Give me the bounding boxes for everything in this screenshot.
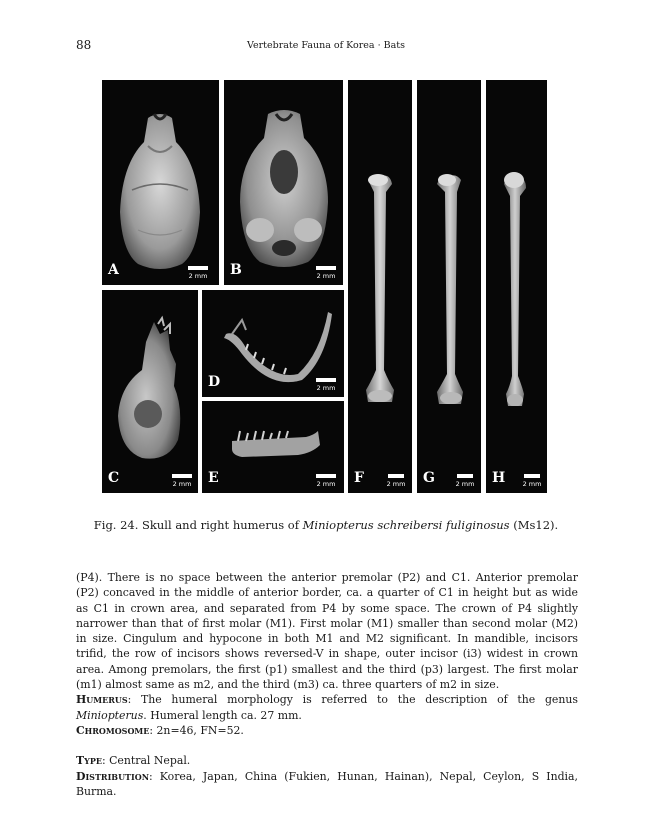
panel-f: F 2 mm	[348, 80, 412, 493]
panel-e: E 2 mm	[202, 401, 344, 493]
panel-h: H 2 mm	[486, 80, 547, 493]
distribution-paragraph: Distribution: Korea, Japan, China (Fukien, Hunan, Hainan), Nepal, Ceylon, S India, Burma.	[76, 769, 578, 798]
panel-a: A 2 mm	[102, 80, 219, 285]
running-title: Vertebrate Fauna of Korea · Bats	[247, 40, 405, 51]
panel-g: G 2 mm	[417, 80, 481, 493]
section-label: Chromosome	[76, 723, 150, 737]
skull-ventral-image	[224, 80, 343, 285]
panel-letter: H	[492, 470, 506, 486]
panel-letter: D	[208, 374, 221, 390]
section-label: Type	[76, 754, 102, 768]
chromosome-paragraph: Chromosome: 2n=46, FN=52.	[76, 723, 244, 737]
humerus-image-f	[348, 80, 412, 493]
skull-lateral-image	[102, 290, 198, 493]
species-name: Miniopterus schreibersi fuliginosus	[302, 518, 510, 532]
figure-caption: Fig. 24. Skull and right humerus of Miniopterus schreibersi fuliginosus (Ms12).	[93, 518, 559, 532]
dentition-paragraph: (P4). There is no space between the anterior premolar (P2) and C1. Anterior premolar (P2) concaved in the middle of anterior border, ca. a quarter of C1 in height but as wide as C1 in crown area, and separated from P4 by some space. The crown of P4 slightly narrower than that of first molar (M1). First molar (M1) smaller than second molar (M2) in size. Cingulum and hypocone in both M1 and M2 significant. In mandible, incisors trifid, the row of incisors shows reversed-V in shape, outer incisor (i3) widest in crown area. Among premolars, the first (p1) smallest and the third (p3) largest. The first molar (m1) almost same as m2, and the third (m3) ca. three quarters of m2 in size.	[76, 571, 578, 692]
panel-b: B 2 mm	[224, 80, 343, 285]
body-text	[76, 570, 578, 799]
section-label: Humerus	[76, 693, 128, 707]
page-header	[0, 38, 652, 58]
skull-dorsal-image	[102, 80, 219, 285]
section-label: Distribution	[76, 769, 150, 783]
panel-letter: C	[108, 470, 120, 486]
panel-c: C 2 mm	[102, 290, 198, 493]
panel-d: D 2 mm	[202, 290, 344, 397]
page-number: 88	[76, 38, 92, 52]
panel-letter: F	[354, 470, 364, 486]
humerus-image-g	[417, 80, 481, 493]
humerus-paragraph: Humerus: The humeral morphology is referred to the description of the genus Miniopterus. Humeral length ca. 27 mm.	[76, 693, 578, 722]
panel-letter: E	[208, 470, 219, 486]
panel-letter: B	[230, 262, 242, 278]
type-paragraph: Type: Central Nepal.	[76, 754, 191, 768]
humerus-image-h	[486, 80, 547, 493]
panel-letter: G	[423, 470, 435, 486]
panel-letter: A	[108, 262, 119, 278]
